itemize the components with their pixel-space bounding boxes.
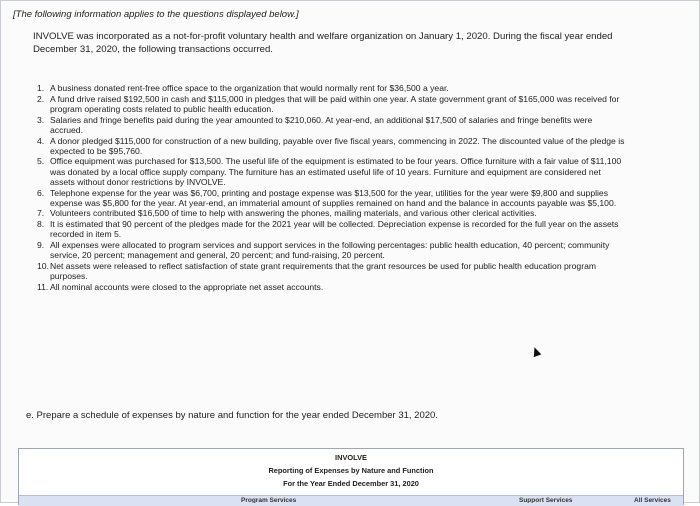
list-item [37, 261, 627, 281]
item-number: 3. [37, 114, 45, 125]
mouse-cursor-icon [531, 346, 542, 357]
item-number: 6. [37, 187, 45, 198]
list-item [37, 188, 627, 208]
item-text: Salaries and fringe benefits paid during the year amounted to $210,060. At year-end, an additional $17,500 of salaries and fringe benefits were accrued. [50, 114, 593, 135]
item-text: Volunteers contributed $16,500 of time to help with answering the phones, mailing materials, and various other clerical activities. [50, 208, 537, 219]
item-number: 1. [37, 83, 45, 93]
item-number: 9. [37, 240, 45, 251]
list-item [37, 156, 627, 187]
item-number: 10. [37, 260, 49, 271]
item-text: Telephone expense for the year was $6,700, printing and postage expense was $13,500 for the year, utilities for the year were $9,800 and supplies expense was $5,800 for the year. At year-end, an immaterial amount of supplies remained on hand and the balance in accounts payable was $5,100. [50, 187, 617, 208]
item-number: 7. [37, 208, 45, 219]
transaction-list [37, 83, 627, 293]
expense-schedule-table[interactable] [18, 448, 684, 505]
schedule-title: Reporting of Expenses by Nature and Function [268, 466, 434, 475]
schedule-org-name: INVOLVE [335, 453, 367, 462]
item-text: All nominal accounts were closed to the appropriate net asset accounts. [50, 281, 324, 292]
info-note: [The following information applies to the questions displayed below.] [13, 9, 299, 20]
list-item [37, 240, 627, 260]
item-text: A business donated rent-free office space to the organization that would normally rent for $36,500 a year. [50, 83, 449, 93]
item-text: All expenses were allocated to program services and support services in the following percentages: public health education, 40 percent; community service, 20 percent; management and general, 20 percent; and fund-raising, 20 percent. [50, 240, 610, 261]
item-number: 4. [37, 135, 45, 146]
item-number: 11. [37, 281, 49, 292]
item-number: 8. [37, 219, 45, 230]
list-item [37, 282, 627, 292]
question-prompt: e. Prepare a schedule of expenses by nature and function for the year ended December 31, 2020. [26, 410, 438, 421]
item-text: Office equipment was purchased for $13,500. The useful life of the equipment is estimated to be four years. Office furniture with a fair value of $11,100 was donated by a local office supply company. The furniture has an estimated useful life of 10 years. Furniture and equipment are considered net assets without donor restrictions by INVOLVE. [50, 156, 622, 187]
column-header-all-services: All Services [634, 497, 671, 503]
column-header-band [19, 495, 683, 506]
item-number: 5. [37, 156, 45, 167]
list-item [37, 83, 627, 93]
item-text: It is estimated that 90 percent of the pledges made for the 2021 year will be collected. Depreciation expense is recorded for the full year on the assets recorded in item 5. [50, 219, 619, 240]
list-item [37, 94, 627, 114]
schedule-period: For the Year Ended December 31, 2020 [283, 479, 419, 488]
list-item [37, 219, 627, 239]
column-header-support-services: Support Services [519, 497, 573, 503]
column-header-program-services: Program Services [241, 497, 297, 503]
intro-paragraph: INVOLVE was incorporated as a not-for-profit voluntary health and welfare organization on January 1, 2020. During the fiscal year ended December 31, 2020, the following transactions occurred. [33, 31, 613, 55]
list-item [37, 136, 627, 156]
item-number: 2. [37, 93, 45, 104]
item-text: A donor pledged $115,000 for construction of a new building, payable over five fiscal years, commencing in 2022. The discounted value of the pledge is expected to be $95,760. [50, 135, 625, 156]
item-text: A fund drive raised $192,500 in cash and $115,000 in pledges that will be paid within one year. A state government grant of $165,000 was received for program operating costs related to public health education. [50, 93, 620, 114]
list-item [37, 115, 627, 135]
list-item [37, 208, 627, 218]
item-text: Net assets were released to reflect satisfaction of state grant requirements that the grant resources be used for public health education program purposes. [50, 260, 597, 282]
